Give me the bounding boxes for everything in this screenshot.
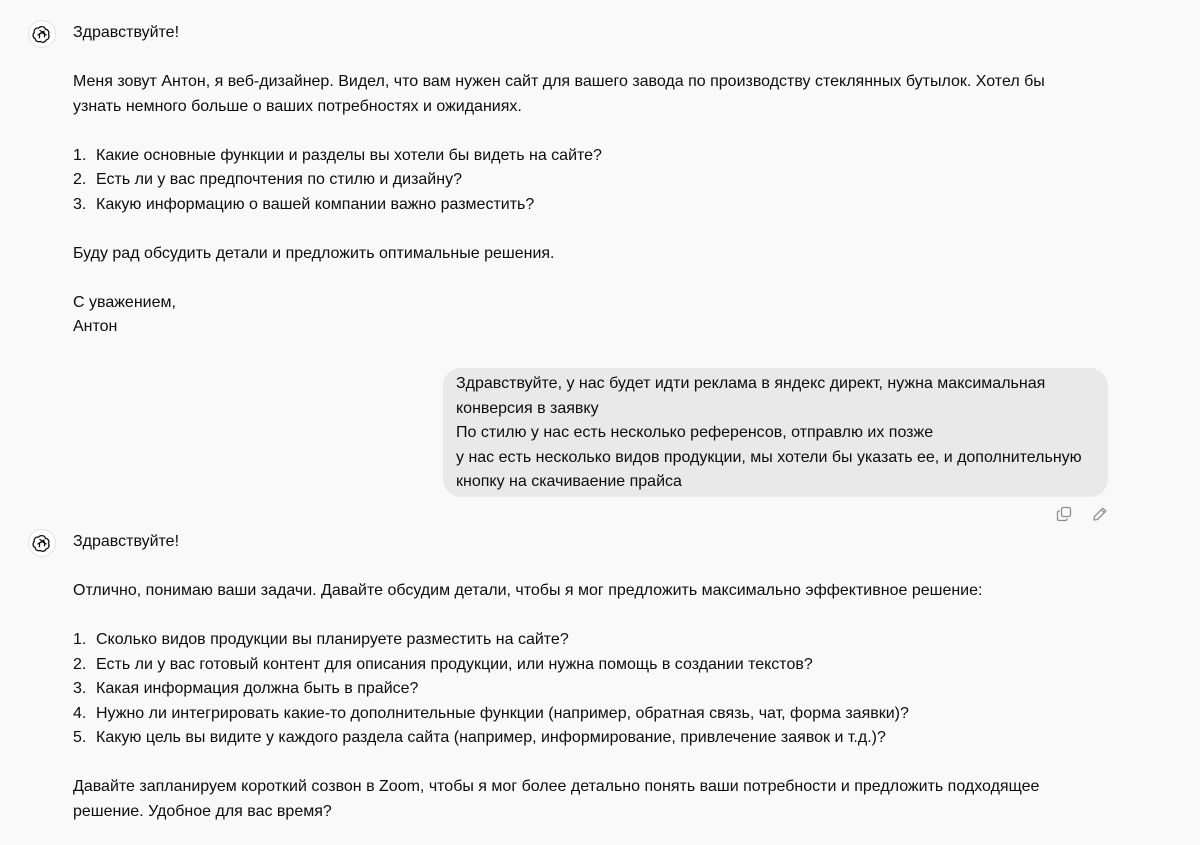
message-signature-line: С уважением, [73, 293, 176, 311]
message-paragraph-line: узнать немного больше о ваших потребностях и ожиданиях. [73, 97, 522, 115]
list-text: Какие основные функции и разделы вы хотели бы видеть на сайте? [96, 146, 602, 164]
edit-button[interactable] [1090, 504, 1110, 524]
message-paragraph-line: Меня зовут Антон, я веб-дизайнер. Видел, что вам нужен сайт для вашего завода по производству стеклянных бутылок. Хотел бы [73, 73, 1045, 90]
list-number: 1. [73, 631, 87, 648]
list-item [73, 726, 1083, 751]
assistant-message [73, 21, 1083, 340]
list-number: 3. [73, 195, 87, 213]
assistant-avatar [28, 20, 56, 48]
user-message-actions [1054, 504, 1110, 524]
list-number: 2. [73, 171, 87, 188]
message-closing: Буду рад обсудить детали и предложить оптимальные решения. [73, 244, 555, 262]
list-text: Какую цель вы видите у каждого раздела сайта (например, информирование, привлечение заявок и т.д.)? [96, 729, 886, 746]
user-message-bubble [443, 368, 1108, 497]
user-message-line: у нас есть несколько видов продукции, мы хотели бы указать ее, и дополнительную [456, 448, 1082, 466]
list-text: Есть ли у вас предпочтения по стилю и дизайну? [96, 171, 462, 188]
list-text: Нужно ли интегрировать какие-то дополнительные функции (например, обратная связь, чат, форма заявки)? [96, 704, 909, 722]
message-closing-line: Давайте запланируем короткий созвон в Zoom, чтобы я мог более детально понять ваши потребности и предложить подходящее [73, 778, 1040, 795]
user-message-line: кнопку на скачиваение прайса [456, 473, 682, 490]
copy-icon [1056, 506, 1072, 522]
list-item [73, 653, 1083, 678]
message-closing-line: решение. Удобное для вас время? [73, 802, 332, 820]
message-signature-name: Антон [73, 318, 118, 335]
edit-icon [1092, 506, 1108, 522]
user-message-line: По стилю у нас есть несколько референсов, отправлю их позже [456, 424, 934, 441]
list-number: 5. [73, 729, 87, 746]
user-message-line: конверсия в заявку [456, 399, 599, 417]
list-item [73, 702, 1083, 727]
assistant-message [73, 530, 1083, 824]
message-paragraph-line: Отлично, понимаю ваши задачи. Давайте обсудим детали, чтобы я мог предложить максимально эффективное решение: [73, 582, 983, 599]
list-text: Какую информацию о вашей компании важно разместить? [96, 195, 535, 213]
list-number: 4. [73, 704, 87, 722]
message-greeting: Здравствуйте! [73, 24, 180, 41]
openai-logo-icon [32, 533, 52, 553]
list-number: 1. [73, 146, 87, 164]
list-text: Сколько видов продукции вы планируете разместить на сайте? [96, 631, 569, 648]
list-item [73, 168, 1083, 193]
list-item [73, 193, 1083, 218]
list-text: Какая информация должна быть в прайсе? [96, 680, 419, 697]
copy-button[interactable] [1054, 504, 1074, 524]
assistant-avatar [28, 529, 56, 557]
list-item [73, 144, 1083, 169]
user-message-line: Здравствуйте, у нас будет идти реклама в яндекс директ, нужна максимальная [456, 375, 1046, 392]
list-number: 2. [73, 655, 87, 673]
list-text: Есть ли у вас готовый контент для описания продукции, или нужна помощь в создании текстов? [96, 655, 813, 673]
message-greeting: Здравствуйте! [73, 533, 180, 550]
list-item [73, 628, 1083, 653]
openai-logo-icon [32, 24, 52, 44]
list-item [73, 677, 1083, 702]
list-number: 3. [73, 680, 87, 697]
